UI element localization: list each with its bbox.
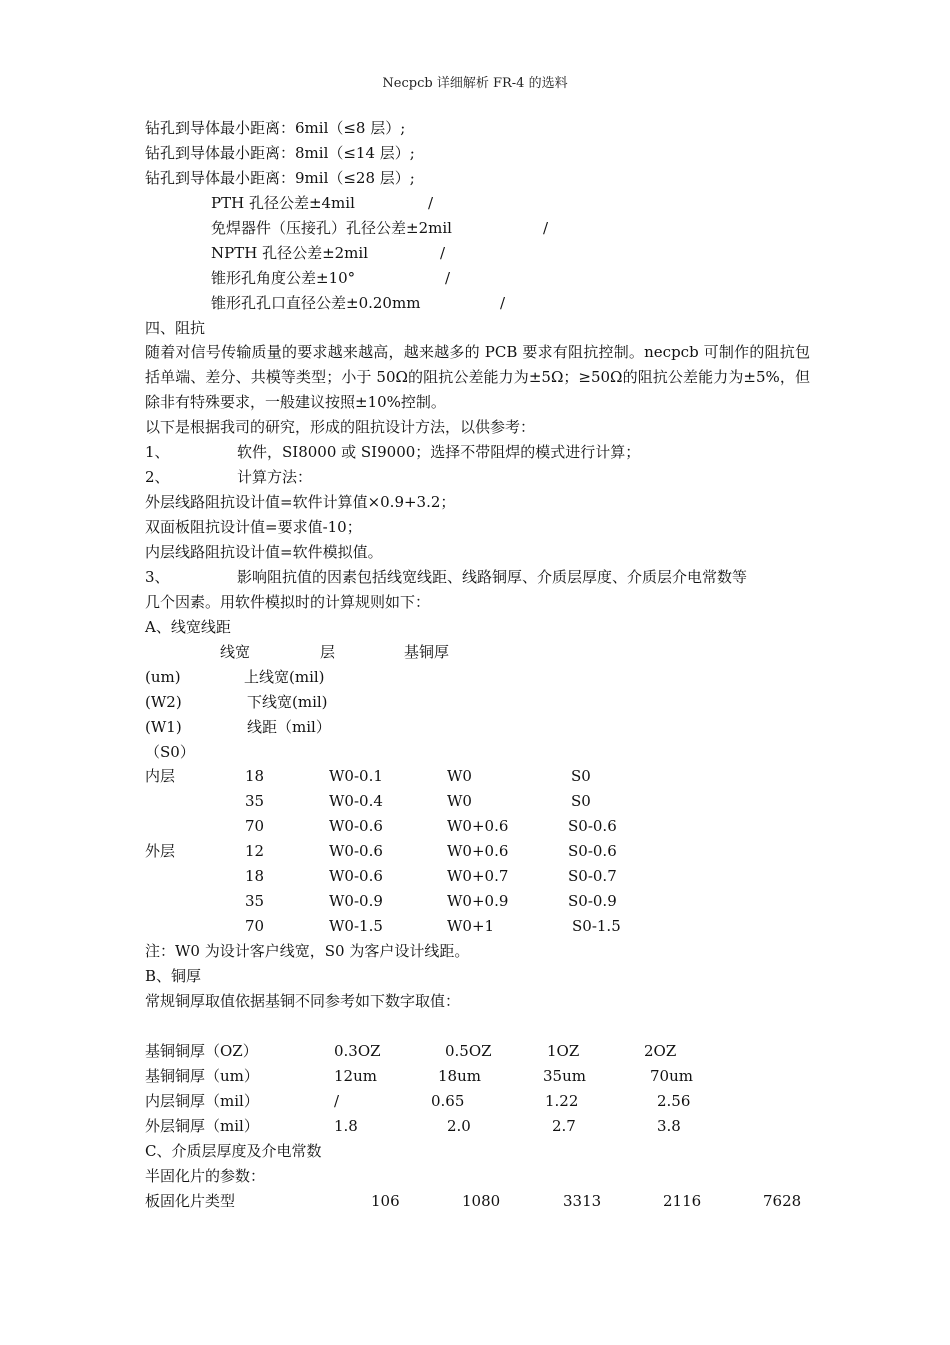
page-header: Necpcb 详细解析 FR-4 的选料: [382, 76, 568, 91]
tolerance-mark: /: [500, 294, 506, 312]
table-b-cell: 35um: [543, 1067, 586, 1085]
table-cell: W0-1.5: [329, 917, 383, 935]
drill-line: 钻孔到导体最小距离：6mil（≤8 层）;: [145, 119, 406, 137]
table-subheader: 上线宽(mil): [244, 668, 325, 686]
table-cell: W0-0.6: [329, 842, 383, 860]
table-subheader: (um): [145, 668, 181, 686]
table-cell: S0: [571, 792, 591, 810]
table-b-cell: 2.7: [552, 1117, 576, 1135]
table-b-cell: 2.56: [657, 1092, 691, 1110]
table-cell: W0-0.6: [329, 867, 383, 885]
table-cell: S0-0.6: [568, 842, 617, 860]
table-cell: 35: [245, 892, 265, 910]
method-intro: 以下是根据我司的研究，形成的阻抗设计方法，以供参考：: [145, 418, 536, 436]
note-a: 注：W0 为设计客户线宽，S0 为客户设计线距。: [145, 942, 470, 960]
table-subheader: （S0）: [145, 743, 195, 761]
item-text: 计算方法：: [237, 468, 313, 486]
tolerance-text: 锥形孔孔口直径公差±0.20mm: [211, 294, 421, 312]
prepreg-cell: 7628: [763, 1192, 802, 1210]
table-subheader: (W2): [145, 693, 182, 711]
table-b-cell: 2OZ: [644, 1042, 677, 1060]
table-cell: S0-0.9: [568, 892, 617, 910]
prepreg-cell: 2116: [663, 1192, 702, 1210]
table-cell: W0+1: [447, 917, 495, 935]
tolerance-mark: /: [543, 219, 549, 237]
table-b-cell: 70um: [650, 1067, 693, 1085]
table-b-cell: 0.3OZ: [334, 1042, 381, 1060]
table-cell: 70: [245, 817, 265, 835]
table-b-cell: 1.22: [545, 1092, 579, 1110]
prepreg-cell: 板固化片类型: [145, 1192, 236, 1210]
table-cell: W0-0.6: [329, 817, 383, 835]
table-cell: W0+0.6: [447, 842, 509, 860]
table-cell: 18: [245, 767, 265, 785]
prepreg-cell: 106: [371, 1192, 400, 1210]
table-cell: 外层: [145, 842, 176, 860]
table-b-cell: 0.5OZ: [445, 1042, 492, 1060]
table-cell: S0: [571, 767, 591, 785]
tolerance-mark: /: [445, 269, 451, 287]
table-b-cell: 外层铜厚（mil）: [145, 1117, 259, 1135]
section-title: 四、阻抗: [145, 319, 206, 337]
table-cell: W0-0.1: [329, 767, 383, 785]
section-a-title: A、线宽线距: [145, 618, 231, 636]
table-b-cell: /: [334, 1092, 340, 1110]
prepreg-cell: 3313: [563, 1192, 602, 1210]
drill-line: 钻孔到导体最小距离：8mil（≤14 层）;: [145, 144, 415, 162]
calc-line: 外层线路阻抗设计值=软件计算值×0.9+3.2；: [145, 493, 456, 511]
table-cell: 70: [245, 917, 265, 935]
copper-intro: 常规铜厚取值依据基铜不同参考如下数字取值：: [145, 992, 461, 1010]
calc-line: 双面板阻抗设计值=要求值-10；: [145, 518, 362, 536]
table-subheader: (W1): [145, 718, 182, 736]
drill-line: 钻孔到导体最小距离：9mil（≤28 层）;: [145, 169, 415, 187]
table-header: 基铜厚: [404, 643, 450, 661]
table-b-cell: 1.8: [334, 1117, 358, 1135]
item-number: 2、: [145, 468, 170, 486]
tolerance-mark: /: [428, 194, 434, 212]
table-subheader: 线距（mil）: [247, 718, 331, 736]
table-b-cell: 2.0: [447, 1117, 471, 1135]
table-b-cell: 18um: [438, 1067, 481, 1085]
prepreg-cell: 1080: [462, 1192, 501, 1210]
table-cell: S0-1.5: [572, 917, 621, 935]
table-cell: W0-0.4: [329, 792, 383, 810]
table-cell: S0-0.7: [568, 867, 617, 885]
table-cell: W0: [447, 792, 472, 810]
section-b-title: B、铜厚: [145, 967, 202, 985]
table-cell: S0-0.6: [568, 817, 617, 835]
table-cell: 12: [245, 842, 265, 860]
table-b-cell: 基铜铜厚（OZ）: [145, 1042, 258, 1060]
table-b-cell: 3.8: [657, 1117, 681, 1135]
item-text: 软件，SI8000 或 SI9000；选择不带阻焊的模式进行计算；: [237, 443, 641, 461]
table-b-cell: 内层铜厚（mil）: [145, 1092, 259, 1110]
table-b-cell: 12um: [334, 1067, 377, 1085]
table-cell: 35: [245, 792, 265, 810]
table-header: 层: [320, 643, 336, 661]
table-subheader: 下线宽(mil): [247, 693, 328, 711]
item-text-continued: 几个因素。用软件模拟时的计算规则如下：: [145, 593, 431, 611]
item-number: 3、: [145, 568, 170, 586]
table-cell: 18: [245, 867, 265, 885]
tolerance-text: NPTH 孔径公差±2mil: [211, 244, 369, 262]
table-cell: W0+0.6: [447, 817, 509, 835]
table-b-cell: 1OZ: [547, 1042, 580, 1060]
section-c-title: C、介质层厚度及介电常数: [145, 1142, 322, 1160]
table-cell: W0+0.9: [447, 892, 509, 910]
table-b-cell: 0.65: [431, 1092, 465, 1110]
table-cell: W0-0.9: [329, 892, 383, 910]
tolerance-text: 锥形孔角度公差±10°: [211, 269, 356, 287]
table-cell: W0: [447, 767, 472, 785]
item-text: 影响阻抗值的因素包括线宽线距、线路铜厚、介质层厚度、介质层介电常数等: [237, 568, 748, 586]
tolerance-text: 免焊器件（压接孔）孔径公差±2mil: [211, 219, 452, 237]
calc-line: 内层线路阻抗设计值=软件模拟值。: [145, 543, 383, 561]
table-header: 线宽: [220, 643, 251, 661]
item-number: 1、: [145, 443, 170, 461]
table-b-cell: 基铜铜厚（um）: [145, 1067, 259, 1085]
table-cell: W0+0.7: [447, 867, 509, 885]
table-cell: 内层: [145, 767, 176, 785]
tolerance-mark: /: [440, 244, 446, 262]
prepreg-intro: 半固化片的参数：: [145, 1167, 266, 1185]
tolerance-text: PTH 孔径公差±4mil: [211, 194, 355, 212]
impedance-paragraph: 随着对信号传输质量的要求越来越高，越来越多的 PCB 要求有阻抗控制。necpcb 可制作的阻抗包括单端、差分、共模等类型；小于 50Ω的阻抗公差能力为±5Ω；≥50Ω的阻抗公差能力为±5%，但除非有特殊要求，一般建议按照±10%控制。: [145, 343, 810, 411]
